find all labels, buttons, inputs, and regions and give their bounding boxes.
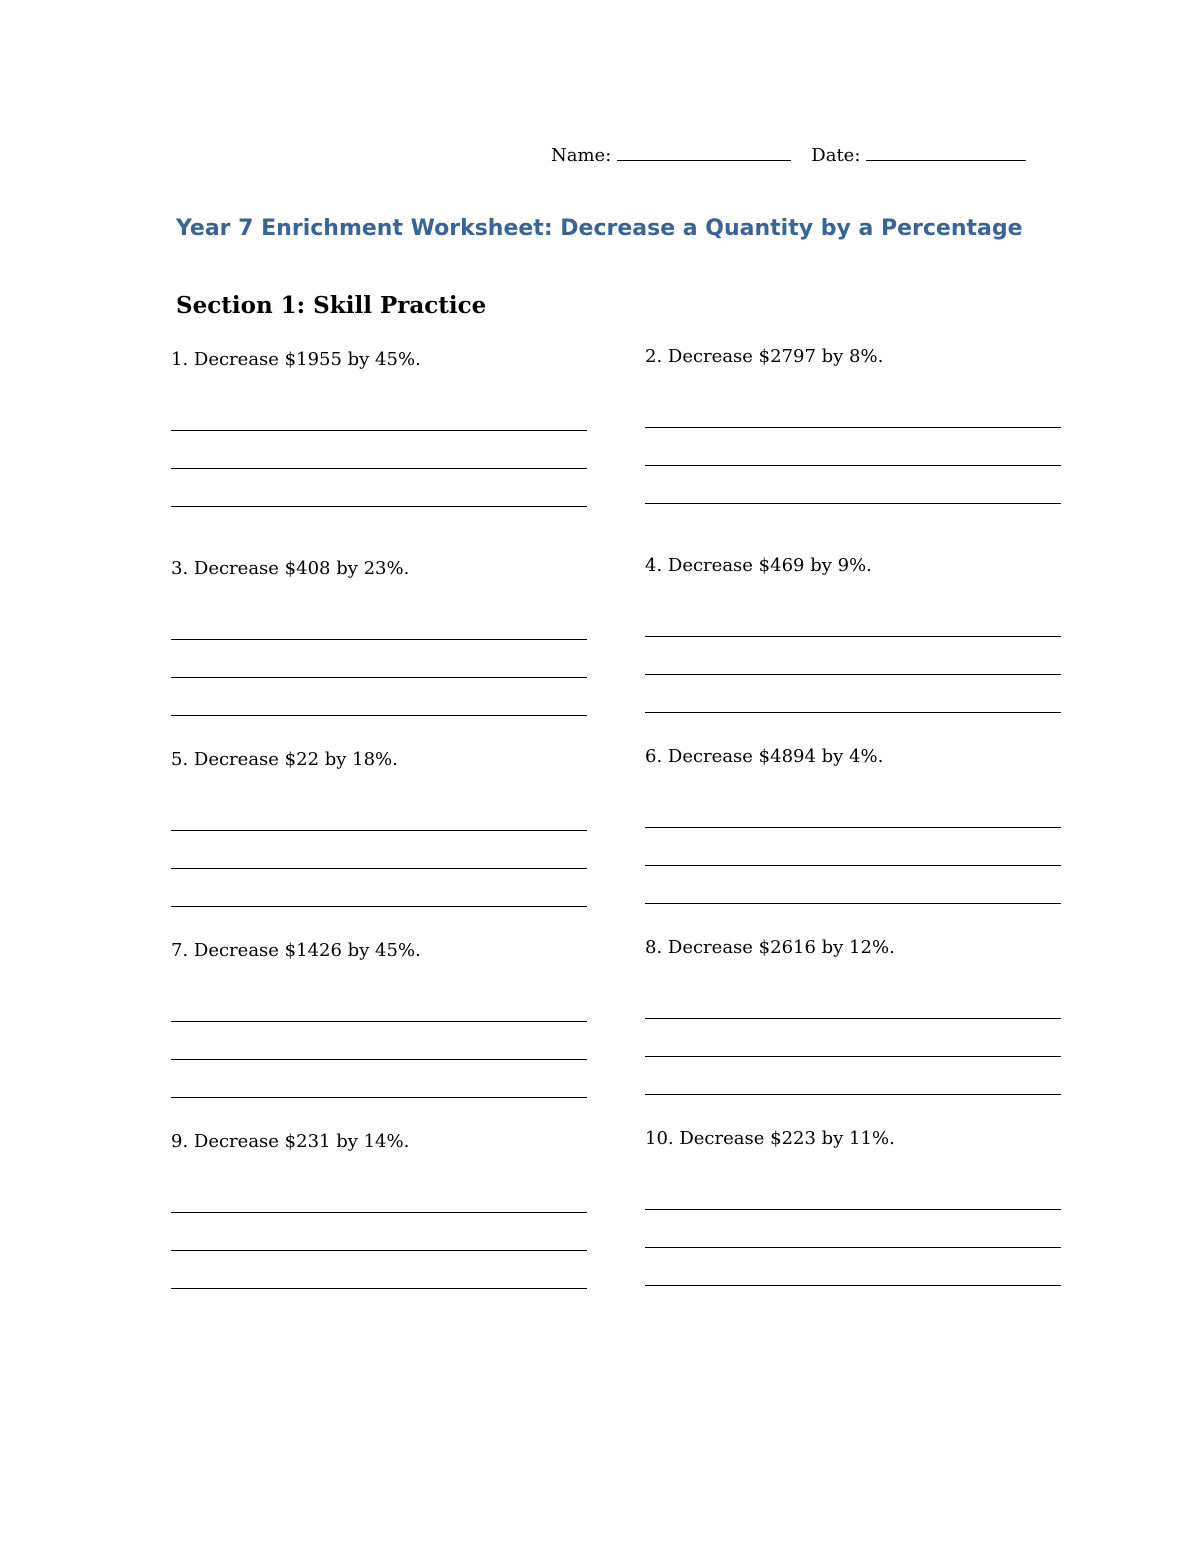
question-10 bbox=[645, 1128, 1061, 1150]
answer-line bbox=[171, 830, 587, 831]
question-2 bbox=[645, 346, 1061, 368]
question-1 bbox=[171, 349, 587, 371]
answer-line bbox=[645, 1056, 1061, 1057]
answer-line bbox=[171, 715, 587, 716]
worksheet-title: Year 7 Enrichment Worksheet: Decrease a Quantity by a Percentage bbox=[176, 216, 1023, 241]
answer-line bbox=[171, 1059, 587, 1060]
question-7 bbox=[171, 940, 587, 962]
question-8 bbox=[645, 937, 1061, 959]
answer-line bbox=[645, 865, 1061, 866]
answer-line bbox=[171, 430, 587, 431]
question-text: 9. Decrease $231 by 14%. bbox=[171, 1131, 410, 1152]
answer-line bbox=[171, 1288, 587, 1289]
name-label: Name: bbox=[551, 145, 612, 166]
answer-line bbox=[645, 827, 1061, 828]
answer-line bbox=[171, 677, 587, 678]
question-text: 5. Decrease $22 by 18%. bbox=[171, 749, 398, 770]
answer-line bbox=[645, 1094, 1061, 1095]
answer-line bbox=[645, 712, 1061, 713]
name-blank bbox=[617, 142, 791, 161]
answer-line bbox=[645, 674, 1061, 675]
answer-line bbox=[171, 1097, 587, 1098]
answer-line bbox=[645, 1285, 1061, 1286]
name-date-fields bbox=[551, 142, 1026, 166]
question-text: 2. Decrease $2797 by 8%. bbox=[645, 346, 884, 367]
question-5 bbox=[171, 749, 587, 771]
question-text: 1. Decrease $1955 by 45%. bbox=[171, 349, 421, 370]
answer-line bbox=[171, 639, 587, 640]
answer-line bbox=[645, 636, 1061, 637]
answer-line bbox=[171, 1250, 587, 1251]
answer-line bbox=[645, 903, 1061, 904]
question-text: 4. Decrease $469 by 9%. bbox=[645, 555, 872, 576]
answer-line bbox=[171, 906, 587, 907]
answer-line bbox=[171, 506, 587, 507]
answer-line bbox=[171, 1021, 587, 1022]
answer-line bbox=[645, 1209, 1061, 1210]
question-text: 7. Decrease $1426 by 45%. bbox=[171, 940, 421, 961]
section-heading: Section 1: Skill Practice bbox=[176, 292, 487, 319]
answer-line bbox=[171, 868, 587, 869]
answer-line bbox=[645, 1018, 1061, 1019]
answer-line bbox=[645, 1247, 1061, 1248]
question-text: 6. Decrease $4894 by 4%. bbox=[645, 746, 884, 767]
question-6 bbox=[645, 746, 1061, 768]
question-3 bbox=[171, 558, 587, 580]
question-text: 8. Decrease $2616 by 12%. bbox=[645, 937, 895, 958]
answer-line bbox=[171, 1212, 587, 1213]
answer-line bbox=[171, 468, 587, 469]
question-text: 3. Decrease $408 by 23%. bbox=[171, 558, 410, 579]
question-4 bbox=[645, 555, 1061, 577]
answer-line bbox=[645, 427, 1061, 428]
question-text: 10. Decrease $223 by 11%. bbox=[645, 1128, 895, 1149]
date-blank bbox=[866, 142, 1026, 161]
date-label: Date: bbox=[811, 145, 861, 166]
question-9 bbox=[171, 1131, 587, 1153]
answer-line bbox=[645, 503, 1061, 504]
answer-line bbox=[645, 465, 1061, 466]
